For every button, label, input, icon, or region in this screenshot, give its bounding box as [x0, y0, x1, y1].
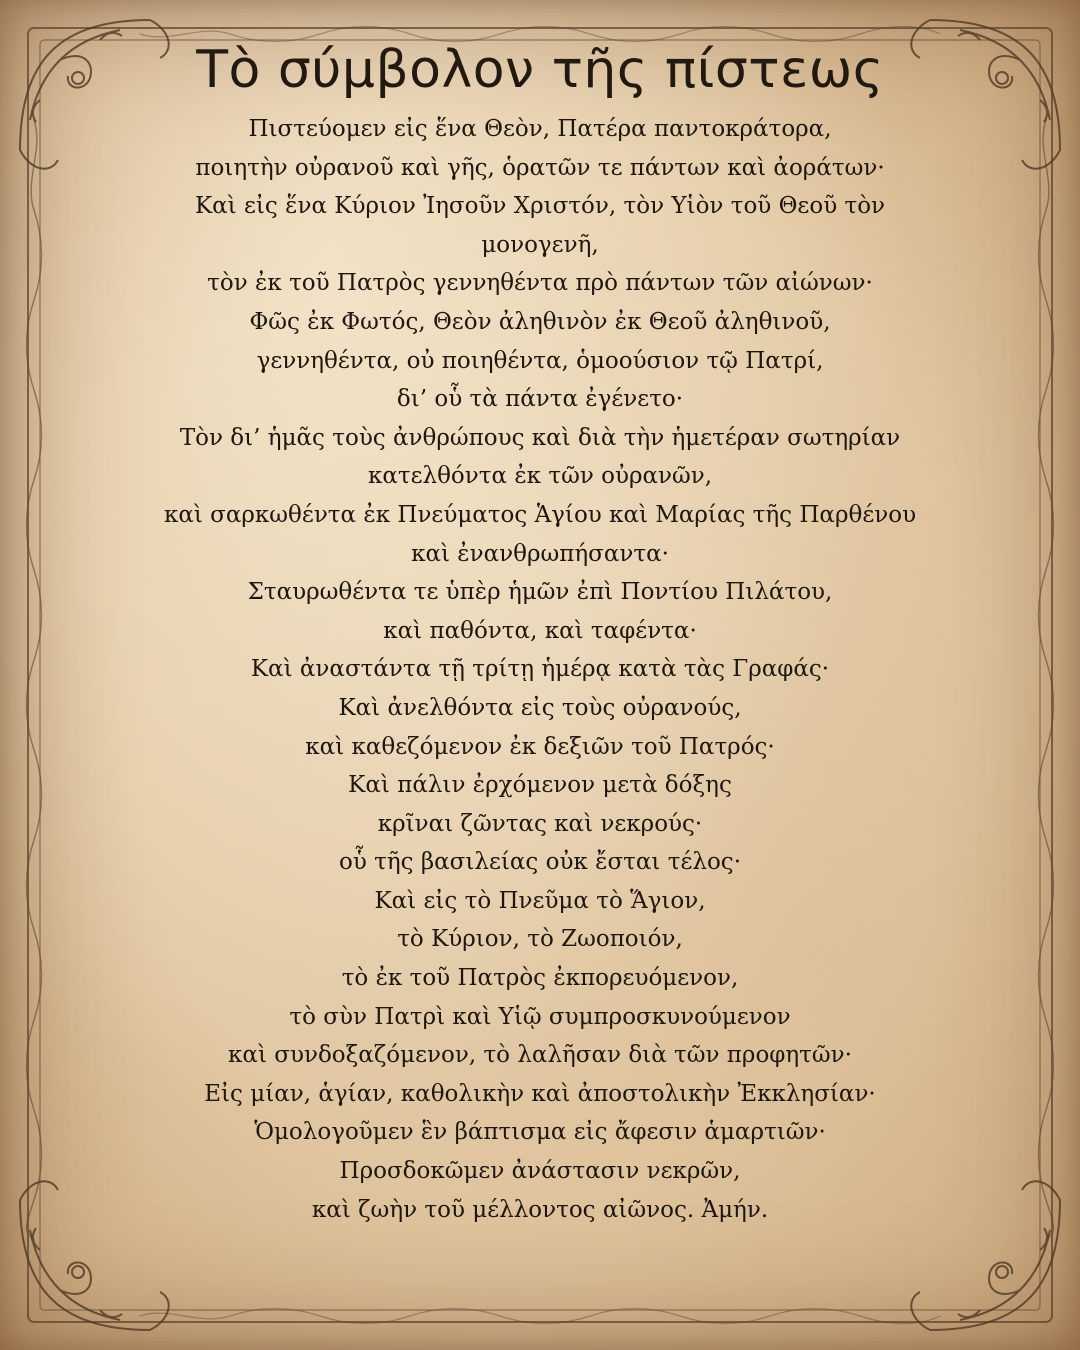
creed-line: καὶ παθόντα, καὶ ταφέντα·	[383, 617, 697, 644]
creed-line: Καὶ πάλιν ἐρχόμενον μετὰ δόξης	[348, 772, 732, 799]
creed-line: οὗ τῆς βασιλείας οὐκ ἔσται τέλος·	[338, 849, 742, 876]
creed-line: καὶ ἐνανθρωπήσαντα·	[411, 540, 669, 567]
creed-line: τὸ σὺν Πατρὶ καὶ Υἱῷ συμπροσκυνούμενον	[289, 1003, 791, 1030]
creed-line: γεννηθέντα, οὐ ποιηθέντα, ὁμοούσιον τῷ Πατρί,	[256, 347, 824, 374]
creed-line: Καὶ ἀναστάντα τῇ τρίτῃ ἡμέρᾳ κατὰ τὰς Γραφάς·	[250, 656, 830, 683]
creed-line: Καὶ εἰς τὸ Πνεῦμα τὸ Ἅγιον,	[374, 887, 706, 914]
creed-line: Ὁμολογοῦμεν ἓν βάπτισμα εἰς ἄφεσιν ἁμαρτιῶν·	[254, 1119, 826, 1146]
creed-line: κρῖναι ζῶντας καὶ νεκρούς·	[377, 810, 703, 837]
creed-line: Καὶ εἰς ἕνα Κύριον Ἰησοῦν Χριστόν, τὸν Υἱὸν τοῦ Θεοῦ τὸν	[194, 193, 886, 220]
creed-lines	[60, 110, 1020, 1229]
creed-line: Προσδοκῶμεν ἀνάστασιν νεκρῶν,	[339, 1158, 741, 1185]
creed-line: Φῶς ἐκ Φωτός, Θεὸν ἀληθινὸν ἐκ Θεοῦ ἀληθινοῦ,	[249, 308, 831, 335]
creed-line: ποιητὴν οὐρανοῦ καὶ γῆς, ὁρατῶν τε πάντων καὶ ἀοράτων·	[195, 154, 885, 181]
creed-line: Τὸν δι’ ἡμᾶς τοὺς ἀνθρώπους καὶ διὰ τὴν ἡμετέραν σωτηρίαν	[179, 424, 901, 451]
creed-line: καὶ καθεζόμενον ἐκ δεξιῶν τοῦ Πατρός·	[305, 733, 775, 760]
creed-line: τὸ Κύριον, τὸ Ζωοποιόν,	[397, 926, 683, 953]
creed-line: Εἰς μίαν, ἁγίαν, καθολικὴν καὶ ἀποστολικὴν Ἐκκλησίαν·	[204, 1080, 876, 1107]
creed-line: καὶ σαρκωθέντα ἐκ Πνεύματος Ἁγίου καὶ Μαρίας τῆς Παρθένου	[163, 501, 917, 528]
creed-line: καὶ ζωὴν τοῦ μέλλοντος αἰῶνος. Ἀμήν.	[311, 1196, 769, 1223]
creed-text-block	[60, 38, 1020, 1229]
creed-line: κατελθόντα ἐκ τῶν οὐρανῶν,	[367, 463, 713, 490]
creed-line: Πιστεύομεν εἰς ἕνα Θεὸν, Πατέρα παντοκράτορα,	[248, 116, 832, 142]
creed-line: τὸν ἐκ τοῦ Πατρὸς γεννηθέντα πρὸ πάντων τῶν αἰώνων·	[207, 270, 873, 297]
creed-line: δι’ οὗ τὰ πάντα ἐγένετο·	[396, 386, 684, 413]
creed-line: τὸ ἐκ τοῦ Πατρὸς ἐκπορευόμενον,	[341, 965, 739, 992]
creed-line: Καὶ ἀνελθόντα εἰς τοὺς οὐρανούς,	[338, 694, 742, 721]
creed-line: Σταυρωθέντα τε ὑπὲρ ἡμῶν ἐπὶ Ποντίου Πιλάτου,	[247, 579, 833, 606]
page-title: Τὸ σύμβολον τῆς πίστεως	[196, 40, 884, 100]
creed-line: καὶ συνδοξαζόμενον, τὸ λαλῆσαν διὰ τῶν προφητῶν·	[228, 1042, 852, 1069]
creed-line: μονογενῆ,	[481, 231, 599, 258]
